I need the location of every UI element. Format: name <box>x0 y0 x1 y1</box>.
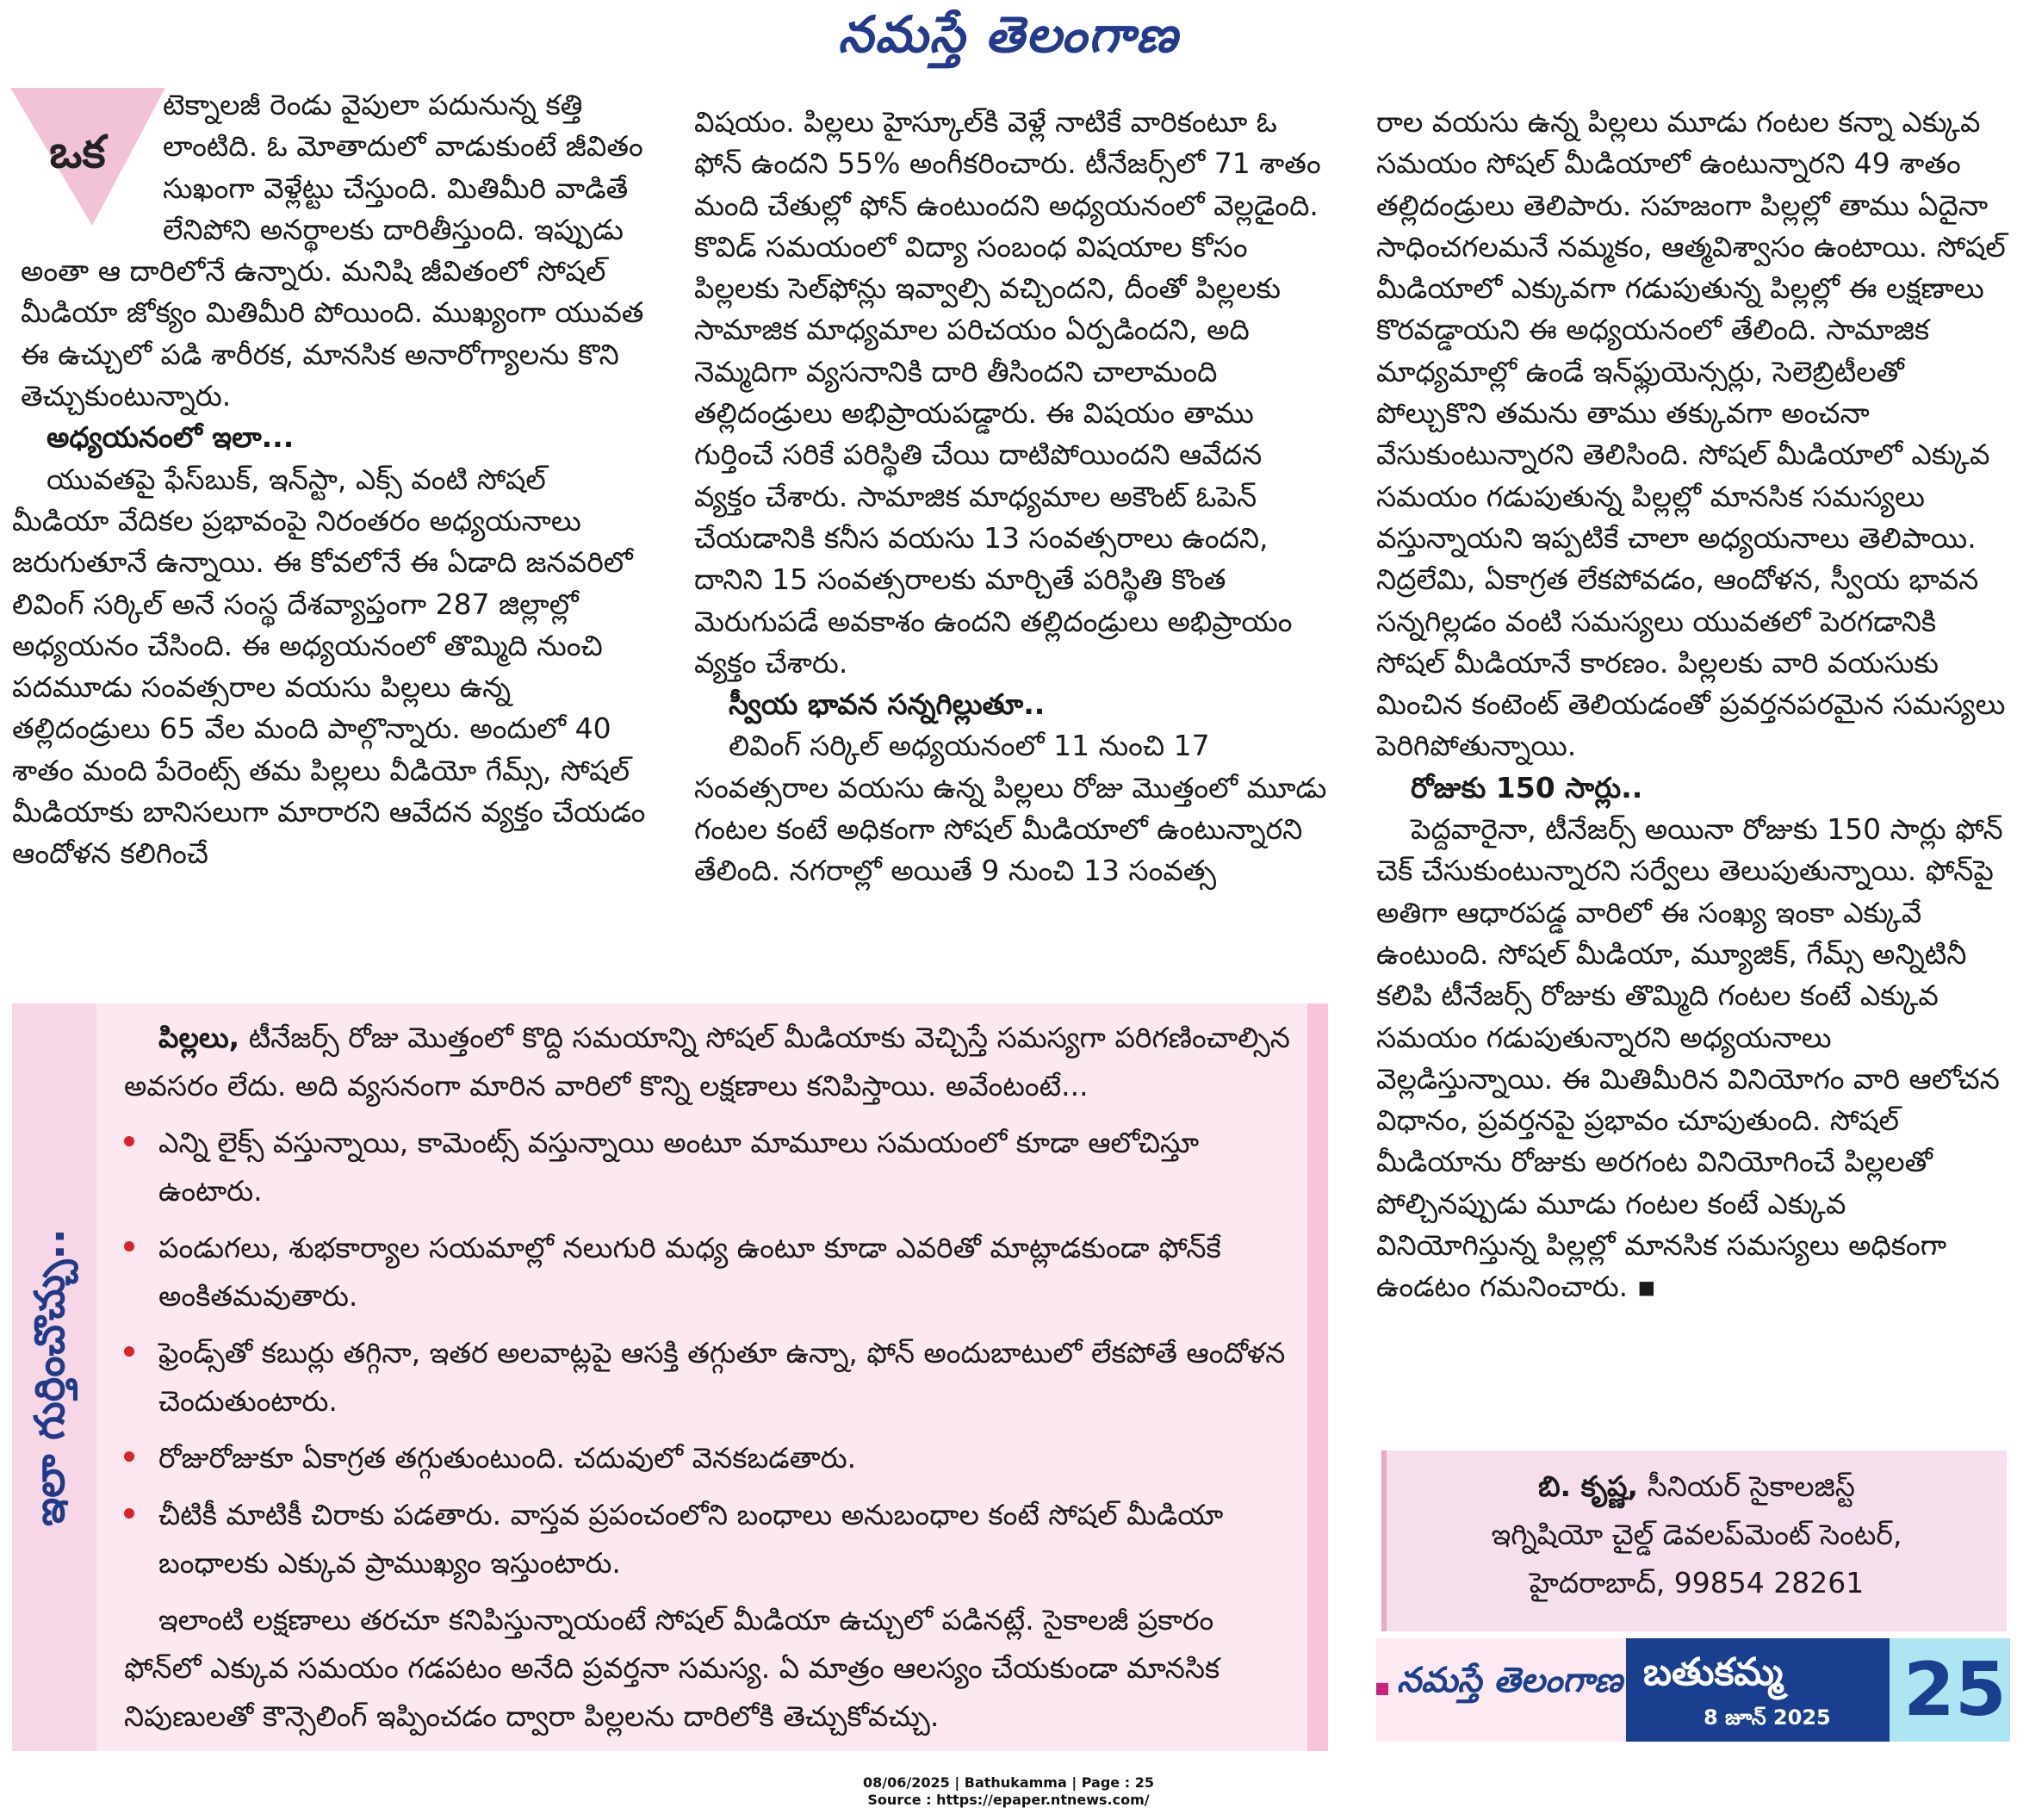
col2-paragraph-1: విషయం. పిల్లలు హైస్కూల్‌కి వెళ్లే నాటికే వారికంటూ ఓ ఫోన్ ఉందని 55% అంగీకరించారు. టీనేజర్స్‌లో 71 శాతం మంది చేతుల్లో ఫోన్ ఉంటుందని అధ్యయనంలో వెల్లడైంది. కొవిడ్ సమయంలో విద్యా సంబంధ విషయాల కోసం పిల్లలకు సెల్‌ఫోన్లు ఇవ్వాల్సి వచ్చిందని, దీంతో పిల్లలకు సామాజిక మాధ్యమాల పరిచయం ఏర్పడిందని, అది నెమ్మదిగా వ్యసనానికి దారి తీసిందని చాలామంది తల్లిదండ్రులు అభిప్రాయపడ్డారు. ఈ విషయం తాము గుర్తించే సరికే పరిస్థితి చేయి దాటిపోయిందని ఆవేదన వ్యక్తం చేశారు. సామాజిక మాధ్యమాల అకౌంట్ ఓపెన్ చేయడానికి కనీస వయసు 13 సంవత్సరాలు ఉందని, దానిని 15 సంవత్సరాలకు మార్చితే పరిస్థితి కొంత మెరుగుపడే అవకాశం ఉందని తల్లిదండ్రులు అభిప్రాయం వ్యక్తం చేశారు. <box>694 105 1321 680</box>
expert-city-phone: హైదరాబాద్, 99854 28261 <box>1529 1566 1865 1599</box>
band-paper-name: నమస్తే తెలంగాణ <box>1397 1661 1623 1700</box>
col1-heading: అధ్యయనంలో ఇలా... <box>47 420 295 455</box>
expert-name-line <box>1387 1463 2007 1511</box>
box-right-strip <box>1307 1003 1328 1751</box>
column-3 <box>1376 102 2009 1308</box>
col2-paragraph-2: లివింగ్ సర్కిల్ అధ్యయనంలో 11 నుంచి 17 సంవత్సరాల వయసు ఉన్న పిల్లలు రోజు మొత్తంలో మూడు గంటల కంటే అధికంగా సోషల్ మీడియాలో ఉంటున్నారని తేలింది. నగరాల్లో అయితే 9 నుంచి 13 సంవత్స <box>694 729 1327 888</box>
column-2 <box>694 102 1327 892</box>
col1-paragraph-2: యువతపై ఫేస్‌బుక్, ఇన్‌స్టా, ఎక్స్ వంటి సోషల్ మీడియా వేదికల ప్రభావంపై నిరంతరం అధ్యయనాలు జరుగుతూనే ఉన్నాయి. ఈ కోవలోనే ఈ ఏడాది జనవరిలో లివింగ్ సర్కిల్ అనే సంస్థ దేశవ్యాప్తంగా 287 జిల్లాల్లో అధ్యయనం చేసింది. ఈ అధ్యయనంలో తొమ్మిది నుంచి పదమూడు సంవత్సరాల వయసు పిల్లలు ఉన్న తల్లిదండ్రులు 65 వేల మంది పాల్గొన్నారు. అందులో 40 శాతం మంది పేరెంట్స్ తమ పిల్లలు వీడియో గేమ్స్, సోషల్ మీడియాకు బానిసలుగా మారారని ఆవేదన వ్యక్తం చేయడం ఆందోళన కలిగించే <box>12 462 646 871</box>
box-lead-text: టీనేజర్స్ రోజు మొత్తంలో కొద్ది సమయాన్ని సోషల్ మీడియాకు వెచ్చిస్తే సమస్యగా పరిగణించాల్సిన అవసరం లేదు. అది వ్యసనంగా మారిన వారిలో కొన్ని లక్షణాలు కనిపిస్తాయి. అవేంటంటే... <box>124 1021 1290 1103</box>
footer-line-1: 08/06/2025 | Bathukamma | Page : 25 <box>863 1774 1154 1791</box>
expert-name: బి. కృష్ణ, <box>1538 1469 1639 1503</box>
masthead <box>0 0 2017 69</box>
col3-paragraph-1: రాల వయసు ఉన్న పిల్లలు మూడు గంటల కన్నా ఎక్కువ సమయం సోషల్ మీడియాలో ఉంటున్నారని 49 శాతం తల్లిదండ్రులు తెలిపారు. సహజంగా పిల్లల్లో తాము ఏదైనా సాధించగలమనే నమ్మకం, ఆత్మవిశ్వాసం ఉంటాయి. సోషల్ మీడియాలో ఎక్కువగా గడుపుతున్న పిల్లల్లో ఈ లక్షణాలు కొరవడ్డాయని ఈ అధ్యయనంలో తేలింది. సామాజిక మాధ్యమాల్లో ఉండే ఇన్‌ఫ్లుయెన్సర్లు, సెలెబ్రిటీలతో పోల్చుకొని తమను తాము తక్కువగా అంచనా వేసుకుంటున్నారని తెలిసింది. సోషల్ మీడియాలో ఎక్కువ సమయం గడుపుతున్న పిల్లల్లో మానసిక సమస్యలు వస్తున్నాయని ఇప్పటికే చాలా అధ్యయనాలు తెలిపాయి. నిద్రలేమి, ఏకాగ్రత లేకపోవడం, ఆందోళన, స్వీయ భావన సన్నగిల్లడం వంటి సమస్యలు యువతలో పెరగడానికి సోషల్ మీడియానే కారణం. పిల్లలకు వారి వయసుకు మించిన కంటెంట్ తెలియడంతో ప్రవర్తనపరమైన సమస్యలు పెరిగిపోతున్నాయి. <box>1376 105 2006 763</box>
band-magazine-name: బతుకమ్మ <box>1643 1650 1784 1694</box>
col3-heading: రోజుకు 150 సార్లు.. <box>1411 770 1643 804</box>
bullet-dot-icon <box>124 1241 134 1252</box>
box-vertical-label: ఇలా గుర్తించొచ్చు.. <box>26 1228 74 1526</box>
band-date: 8 జూన్ 2025 <box>1704 1705 1831 1730</box>
column-1 <box>12 84 649 875</box>
drop-word: ఒక <box>49 127 106 178</box>
list-item: ఫ్రెండ్స్‌తో కబుర్లు తగ్గినా, ఇతర అలవాట్లపై ఆసక్తి తగ్గుతూ ఉన్నా, ఫోన్ అందుబాటులో లేకపోతే ఆందోళన చెందుతుంటారు. <box>124 1329 1295 1426</box>
expert-contact-box <box>1381 1450 2007 1631</box>
expert-title: సీనియర్ సైకాలజిస్ట్ <box>1638 1469 1855 1503</box>
masthead-title: నమస్తే తెలంగాణ <box>838 5 1179 64</box>
box-closing: ఇలాంటి లక్షణాలు తరచూ కనిపిస్తున్నాయంటే సోషల్ మీడియా ఉచ్చులో పడినట్లే. సైకాలజీ ప్రకారం ఫోన్‌లో ఎక్కువ సమయం గడపటం అనేది ప్రవర్తనా సమస్య. ఏ మాత్రం ఆలస్యం చేయకుండా మానసిక నిపుణులతో కౌన్సెలింగ్ ఇప్పించడం ద్వారా పిల్లలను దారిలోకి తెచ్చుకోవచ్చు. <box>124 1603 1220 1733</box>
bullet-dot-icon <box>124 1451 134 1462</box>
col1-paragraph-1: టెక్నాలజీ రెండు వైపులా పదునున్న కత్తి లాంటిది. ఓ మోతాదులో వాడుకుంటే జీవితం సుఖంగా వెళ్లేట్టు చేస్తుంది. మితిమీరి వాడితే లేనిపోని అనర్థాలకు దారితీస్తుంది. ఇప్పుడు అంతా ఆ దారిలోనే ఉన్నారు. మనిషి జీవితంలో సోషల్ మీడియా జోక్యం మితిమీరి పోయింది. ముఖ్యంగా యువత ఈ ఉచ్చులో పడి శారీరక, మానసిక అనారోగ్యాలను కొని తెచ్చుకుంటున్నారు. <box>21 88 644 413</box>
list-item: చీటికీ మాటికీ చిరాకు పడతారు. వాస్తవ ప్రపంచంలోని బంధాలు అనుబంధాల కంటే సోషల్ మీడియా బంధాలకు ఎక్కువ ప్రాముఖ్యం ఇస్తుంటారు. <box>124 1491 1295 1587</box>
list-item: రోజురోజుకూ ఏకాగ్రత తగ్గుతుంటుంది. చదువులో వెనకబడతారు. <box>124 1434 1295 1482</box>
bullet-dot-icon <box>124 1508 134 1519</box>
list-item: ఎన్ని లైక్స్ వస్తున్నాయి, కామెంట్స్ వస్తున్నాయి అంటూ మామూలు సమయంలో కూడా ఆలోచిస్తూ ఉంటారు. <box>124 1119 1295 1215</box>
list-item: పండుగలు, శుభకార్యాల సయమాల్లో నలుగురి మధ్య ఉంటూ కూడా ఎవరితో మాట్లాడకుండా ఫోన్‌కే అంకితమవుతారు. <box>124 1224 1295 1320</box>
footer-source-link[interactable]: Source : https://epaper.ntnews.com/ <box>867 1792 1150 1808</box>
bullet-dot-icon <box>124 1136 134 1146</box>
expert-org: ఇగ్నిషియో చైల్డ్ డెవలప్‌మెంట్ సెంటర్, <box>1491 1518 1902 1551</box>
box-lead-bold: పిల్లలు, <box>158 1021 240 1054</box>
symptoms-box <box>12 1003 1328 1751</box>
box-content <box>124 1014 1295 1741</box>
col2-heading: స్వీయ భావన సన్నగిల్లుతూ.. <box>729 687 1046 722</box>
box-bullet-list <box>124 1119 1295 1587</box>
col3-paragraph-2: పెద్దవారైనా, టీనేజర్స్ అయినా రోజుకు 150 సార్లు ఫోన్ చెక్ చేసుకుంటున్నారని సర్వేలు తెలుపుతున్నాయి. ఫోన్‌పై అతిగా ఆధారపడ్డ వారిలో ఈ సంఖ్య ఇంకా ఎక్కువే ఉంటుంది. సోషల్ మీడియా, మ్యూజిక్, గేమ్స్ అన్నిటినీ కలిపి టీనేజర్స్ రోజుకు తొమ్మిది గంటల కంటే ఎక్కువ సమయం గడుపుతున్నారని అధ్యయనాలు వెల్లడిస్తున్నాయి. ఈ మితిమీరిన వినియోగం వారి ఆలోచన విధానం, ప్రవర్తనపై ప్రభావం చూపుతుంది. సోషల్ మీడియాను రోజుకు అరగంట వినియోగించే పిల్లలతో పోల్చినప్పుడు మూడు గంటల కంటే ఎక్కువ వినియోగిస్తున్న పిల్లల్లో మానసిక సమస్యలు అధికంగా ఉండటం గమనించారు. ▪ <box>1376 812 2003 1304</box>
bullet-dot-icon <box>124 1346 134 1357</box>
page-number: 25 <box>1903 1647 2007 1733</box>
page-footer-band <box>1376 1638 2010 1742</box>
box-lead <box>124 1014 1295 1110</box>
band-square-icon <box>1376 1683 1388 1695</box>
